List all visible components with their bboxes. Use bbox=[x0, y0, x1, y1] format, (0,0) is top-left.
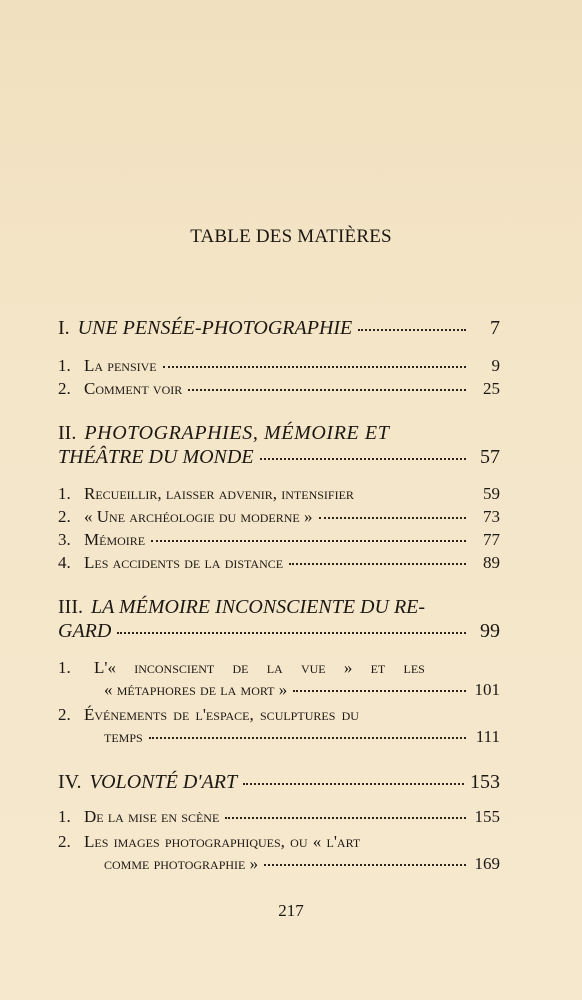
toc-part-3 bbox=[58, 596, 500, 643]
page-number: 7 bbox=[490, 317, 500, 339]
page-title: TABLE DES MATIÈRES bbox=[190, 226, 392, 247]
toc-part-4 bbox=[58, 771, 500, 794]
leader-dots bbox=[243, 783, 464, 785]
part-number: II. bbox=[58, 422, 77, 444]
chapter-title: Recueillir, laisser advenir, intensifier bbox=[84, 484, 354, 503]
chapter-title: Les accidents de la distance bbox=[84, 553, 284, 572]
chapter-title-line2: « métaphores de la mort » bbox=[104, 680, 288, 699]
toc-part-1 bbox=[58, 317, 500, 340]
chapter-title: De la mise en scène bbox=[84, 807, 220, 826]
chapter-title-line2: temps bbox=[104, 727, 143, 746]
page-number: 101 bbox=[474, 680, 500, 699]
chapter-number: 2. bbox=[58, 832, 71, 851]
chapter-title-line1: Événements de l'espace, sculptures du bbox=[84, 705, 359, 724]
leader-dots bbox=[289, 563, 466, 565]
chapter-title: Comment voir bbox=[84, 379, 183, 398]
part-title: VOLONTÉ D'ART bbox=[89, 771, 238, 793]
chapter-number: 1. bbox=[58, 356, 71, 375]
part-number: III. bbox=[58, 596, 83, 618]
part-number: IV. bbox=[58, 771, 82, 793]
toc-chapter bbox=[58, 484, 500, 504]
page-folio: 217 bbox=[278, 901, 304, 920]
part-title-line1: LA MÉMOIRE INCONSCIENTE DU RE- bbox=[90, 596, 426, 618]
page-number: 169 bbox=[474, 854, 500, 873]
toc-part-2 bbox=[58, 422, 500, 469]
page-number: 153 bbox=[470, 771, 500, 793]
leader-dots bbox=[358, 329, 466, 331]
leader-dots bbox=[293, 690, 466, 692]
toc-chapter bbox=[58, 530, 500, 550]
toc-chapter bbox=[58, 807, 500, 827]
toc-chapter bbox=[58, 379, 500, 399]
part-title: UNE PENSÉE-PHOTOGRAPHIE bbox=[77, 317, 353, 339]
page-number: 89 bbox=[483, 553, 500, 572]
chapter-number: 4. bbox=[58, 553, 71, 572]
chapter-title: Mémoire bbox=[84, 530, 146, 549]
chapter-title: La pensive bbox=[84, 356, 157, 375]
part-title-line1: PHOTOGRAPHIES, MÉMOIRE ET bbox=[84, 422, 390, 444]
chapter-number: 2. bbox=[58, 379, 71, 398]
chapter-number: 1. bbox=[58, 484, 71, 503]
toc-chapter bbox=[58, 507, 500, 527]
toc-chapter bbox=[58, 356, 500, 376]
chapter-title-line1: Les images photographiques, ou « l'art bbox=[84, 832, 361, 851]
chapter-number: 3. bbox=[58, 530, 71, 549]
leader-dots bbox=[151, 540, 466, 542]
toc-chapter bbox=[58, 553, 500, 573]
chapter-number: 2. bbox=[58, 705, 71, 724]
leader-dots bbox=[163, 366, 466, 368]
page-number: 59 bbox=[483, 484, 500, 503]
page-number: 99 bbox=[480, 620, 500, 642]
chapter-number: 1. bbox=[58, 807, 71, 826]
leader-dots bbox=[117, 632, 466, 634]
leader-dots bbox=[260, 458, 466, 460]
chapter-title-line2: comme photographie » bbox=[104, 854, 259, 873]
part-title-line2: GARD bbox=[58, 620, 112, 642]
leader-dots bbox=[225, 817, 466, 819]
chapter-number: 2. bbox=[58, 507, 71, 526]
leader-dots bbox=[319, 517, 466, 519]
toc-part-heading bbox=[58, 317, 500, 340]
chapter-title: « Une archéologie du moderne » bbox=[84, 507, 313, 526]
page-number: 25 bbox=[483, 379, 500, 398]
part-number: I. bbox=[58, 317, 70, 339]
page-number: 155 bbox=[474, 807, 500, 826]
leader-dots bbox=[188, 389, 466, 391]
toc-chapter bbox=[58, 705, 500, 747]
part-title-line2: THÉÂTRE DU MONDE bbox=[58, 446, 254, 468]
chapter-title-line1: L'« inconscient de la vue » et les bbox=[94, 658, 425, 677]
page-number: 57 bbox=[480, 446, 500, 468]
page-number: 73 bbox=[483, 507, 500, 526]
chapter-number: 1. bbox=[58, 658, 71, 677]
leader-dots bbox=[149, 737, 466, 739]
page-number: 9 bbox=[491, 356, 500, 375]
toc-chapter bbox=[58, 832, 500, 874]
page-number: 111 bbox=[475, 727, 500, 746]
leader-dots bbox=[264, 864, 466, 866]
toc-chapter bbox=[58, 658, 500, 700]
page-number: 77 bbox=[483, 530, 500, 549]
